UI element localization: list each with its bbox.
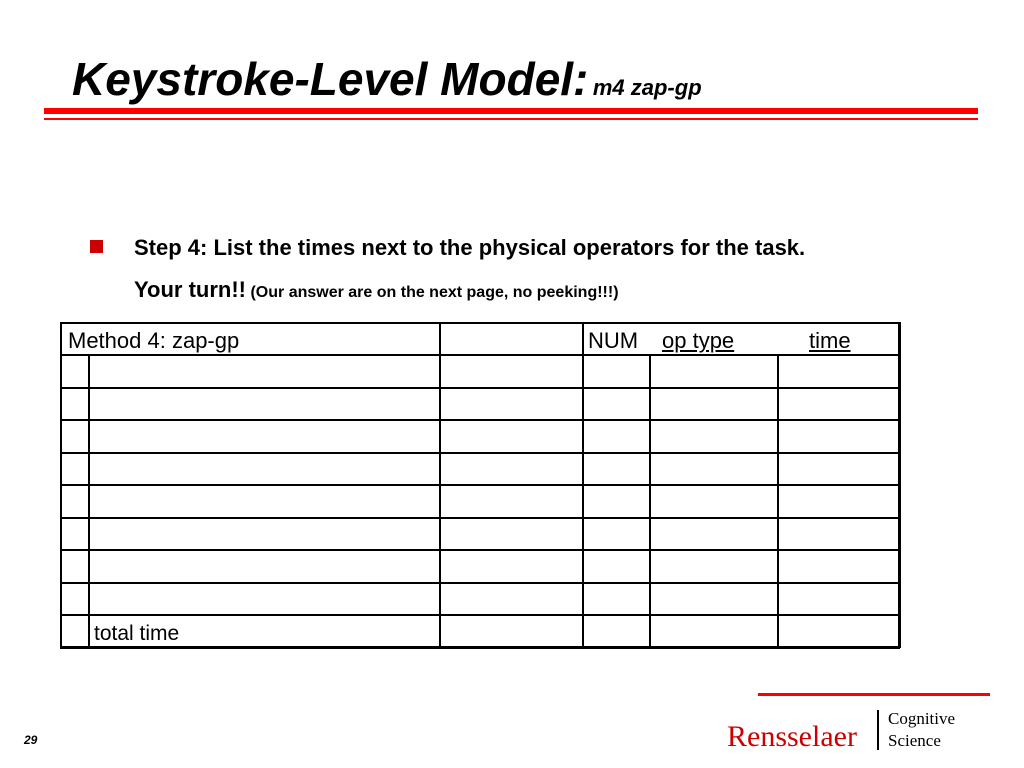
table-row-line: [60, 387, 900, 389]
footer-red-rule: [758, 693, 990, 696]
table-row-line: [60, 354, 900, 356]
your-turn-text: Your turn!!: [134, 277, 247, 302]
table-col-line-num: [439, 322, 441, 648]
table-col-line-index: [88, 354, 90, 648]
table-row-line: [60, 484, 900, 486]
page-number: 29: [24, 733, 38, 747]
method-table: [60, 322, 900, 648]
slide-title: [72, 52, 702, 106]
step-instruction: Step 4: List the times next to the physical operators for the task.: [134, 235, 806, 260]
peeking-note: (Our answer are on the next page, no peeking!!!): [250, 284, 619, 301]
rensselaer-logo: Rensselaer: [727, 720, 857, 753]
method-label: Method 4: zap-gp: [68, 328, 240, 353]
table-border-top: [60, 322, 900, 324]
table-row-line: [60, 614, 900, 616]
table-col-line-last: [777, 354, 779, 648]
total-time-label: total time: [94, 622, 180, 645]
table-row-line: [60, 419, 900, 421]
logo-divider: [877, 710, 879, 750]
title-subtitle: m4 zap-gp: [592, 75, 702, 100]
department-line-1: Cognitive: [888, 709, 956, 728]
op-type-header: op type: [662, 328, 735, 353]
department-line-2: Science: [888, 731, 941, 750]
table-border-right: [898, 322, 901, 648]
table-row-line: [60, 452, 900, 454]
table-border-bottom: [60, 646, 900, 649]
title-underline-thick: [44, 108, 978, 114]
table-col-line-optype: [582, 322, 584, 648]
title-underline-thin: [44, 118, 978, 120]
table-row-line: [60, 582, 900, 584]
time-header: time: [809, 328, 851, 353]
num-header: NUM: [588, 328, 639, 353]
table-row-line: [60, 517, 900, 519]
table-col-line-time: [649, 354, 651, 648]
title-main: Keystroke-Level Model:: [72, 53, 589, 105]
square-bullet-icon: [90, 240, 103, 253]
table-row-line: [60, 549, 900, 551]
table-border-left: [60, 322, 62, 648]
your-turn-line: [134, 277, 619, 303]
department-name: [888, 708, 955, 752]
